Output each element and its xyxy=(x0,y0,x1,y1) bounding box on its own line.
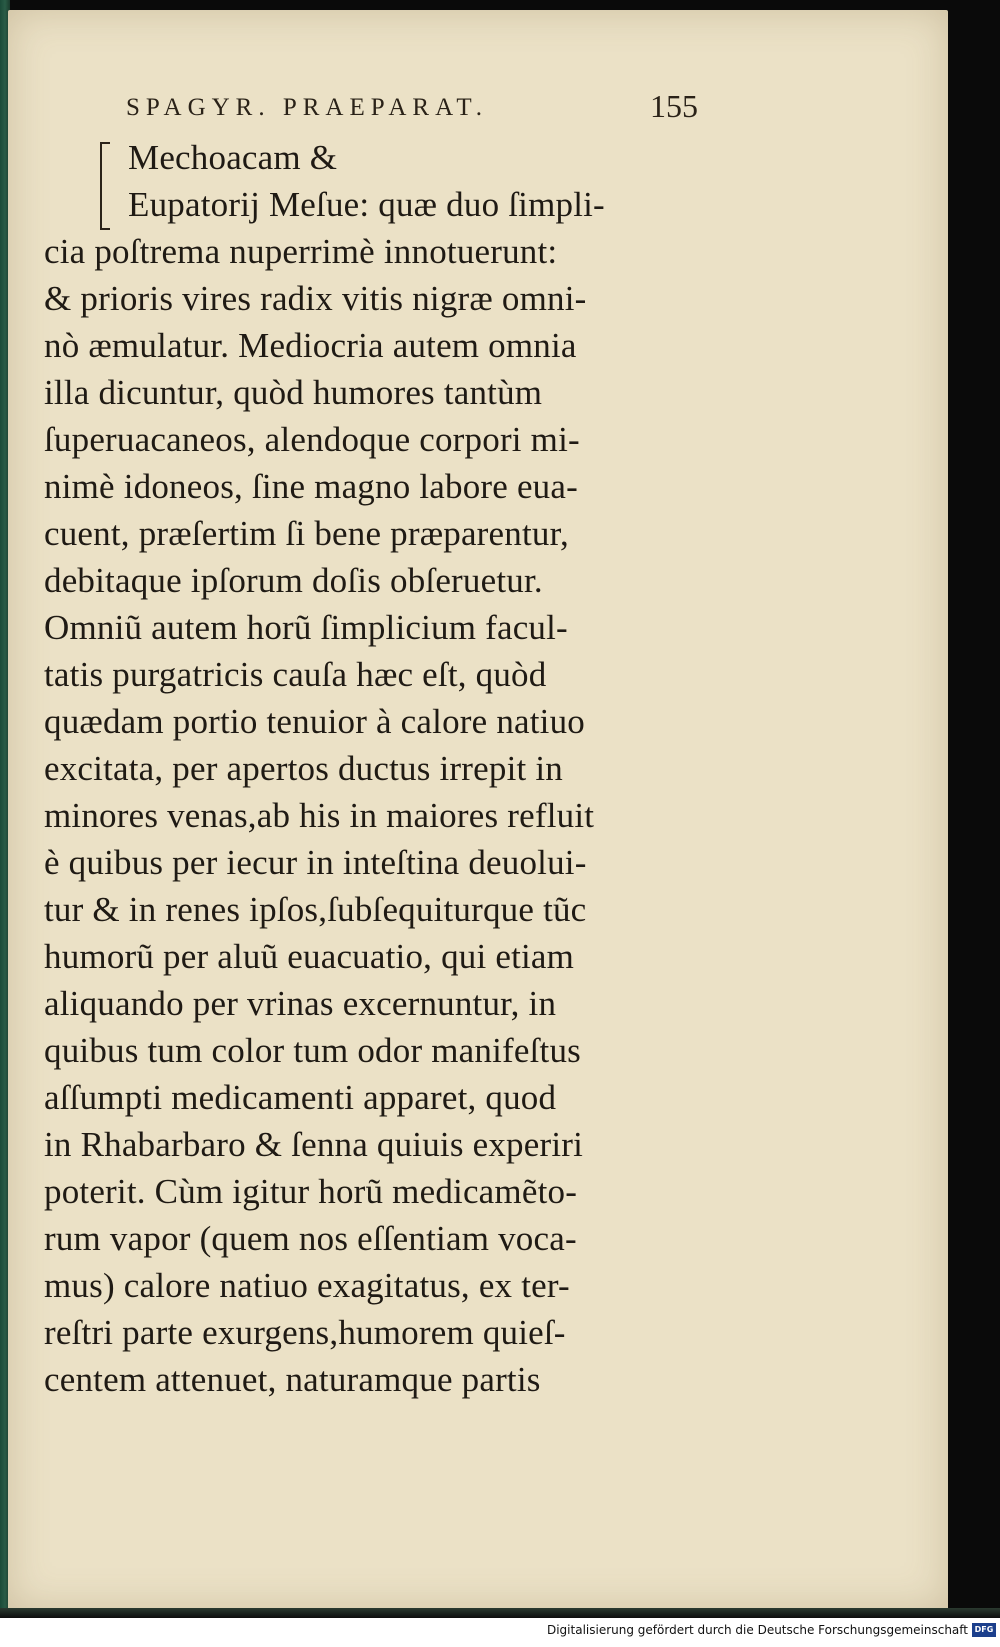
text-line: tur & in renes ipſos,ſubſequiturque tũc xyxy=(44,890,587,929)
page-bottom-edge xyxy=(0,1608,1000,1618)
text-line: centem attenuet, naturamque partis xyxy=(44,1360,541,1399)
funding-footer xyxy=(0,1618,1000,1647)
text-line: & prioris vires radix vitis nigræ omni- xyxy=(44,279,587,318)
body-text xyxy=(44,134,704,1403)
funding-note: Digitalisierung gefördert durch die Deutsche Forschungsgemeinschaft xyxy=(546,1623,968,1637)
text-line: cuent, præſertim ſi bene præparentur, xyxy=(44,514,569,553)
running-title: SPAGYR. PRAEPARAT. xyxy=(126,94,489,121)
text-line: excitata, per apertos ductus irrepit in xyxy=(44,749,563,788)
text-line: in Rhabarbaro & ſenna quiuis experiri xyxy=(44,1125,584,1164)
text-line: debitaque ipſorum doſis obſeruetur. xyxy=(44,561,543,600)
text-line: nò æmulatur. Mediocria autem omnia xyxy=(44,326,577,365)
text-line: minores venas,ab his in maiores refluit xyxy=(44,796,595,835)
text-line: Eupatorij Meſue: quæ duo ſimpli- xyxy=(128,185,605,224)
text-line: rum vapor (quem nos eſſentiam voca- xyxy=(44,1219,577,1258)
text-line: mus) calore natiuo exagitatus, ex ter- xyxy=(44,1266,570,1305)
text-line: Mechoacam & xyxy=(128,138,338,177)
book-page xyxy=(8,10,948,1610)
text-line: nimè idoneos, ſine magno labore eua- xyxy=(44,467,578,506)
text-line: cia poſtrema nuperrimè innotuerunt: xyxy=(44,232,558,271)
text-line: quibus tum color tum odor manifeſtus xyxy=(44,1031,582,1070)
text-line: poterit. Cùm igitur horũ medicamẽto- xyxy=(44,1172,578,1211)
text-line: è quibus per iecur in inteſtina deuolui- xyxy=(44,843,587,882)
text-line: Omniũ autem horũ ſimplicium facul- xyxy=(44,608,568,647)
text-line: aſſumpti medicamenti apparet, quod xyxy=(44,1078,557,1117)
dfg-logo-icon: DFG xyxy=(972,1623,996,1637)
text-line: reſtri parte exurgens,humorem quieſ- xyxy=(44,1313,566,1352)
text-line: aliquando per vrinas excernuntur, in xyxy=(44,984,557,1023)
text-line: tatis purgatricis cauſa hæc eſt, quòd xyxy=(44,655,547,694)
text-line: quædam portio tenuior à calore natiuo xyxy=(44,702,585,741)
text-line: humorũ per aluũ euacuatio, qui etiam xyxy=(44,937,575,976)
text-line: ſuperuacaneos, alendoque corpori mi- xyxy=(44,420,580,459)
page-number: 155 xyxy=(650,88,698,124)
text-line: illa dicuntur, quòd humores tantùm xyxy=(44,373,543,412)
